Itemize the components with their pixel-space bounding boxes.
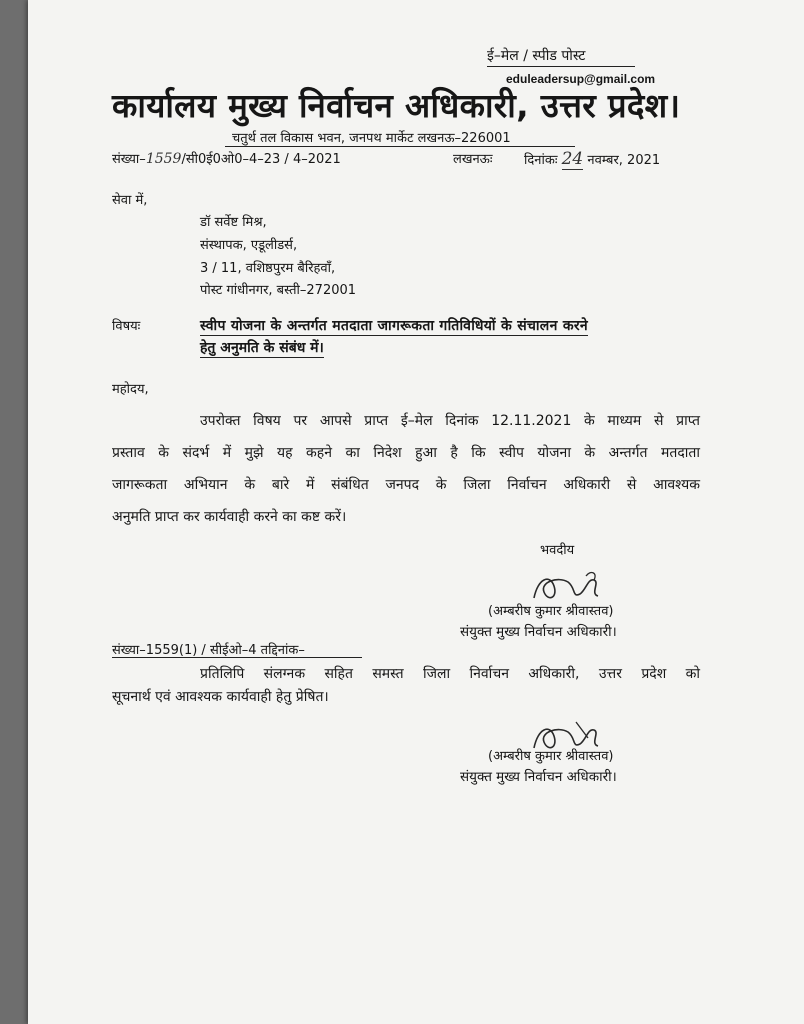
signatory-designation: संयुक्त मुख्य निर्वाचन अधिकारी। [460, 624, 617, 640]
recipient-line: डॉ सर्वेष्ट मिश्र, [200, 215, 267, 230]
handwritten-number: 1559 [145, 151, 182, 167]
email-address: eduleadersup@gmail.com [506, 72, 656, 86]
reference-city: लखनऊः [453, 152, 493, 167]
recipient-line: 3 / 11, वशिष्ठपुरम बैरिहवॉं, [200, 261, 336, 276]
reference-code: /सी0ई0ओ0–4–23 / 4–2021 [181, 152, 341, 167]
reference-date [524, 149, 660, 170]
signatory-name: (अम्बरीष कुमार श्रीवास्तव) [488, 749, 614, 764]
recipient-line: संस्थापक, एडूलीडर्स, [200, 238, 298, 253]
reference-prefix: संख्या– [112, 152, 146, 167]
office-title: कार्यालय मुख्य निर्वाचन अधिकारी, उत्तर प्रदेश। [112, 86, 681, 125]
yours-faithfully: भवदीय [540, 543, 575, 558]
body-line: प्रस्ताव के संदर्भ में मुझे यह कहने का निदेश हुआ है कि स्वीप योजना के अन्तर्गत मतदाता [112, 445, 700, 461]
signatory-name: (अम्बरीष कुमार श्रीवास्तव) [488, 604, 614, 619]
body-line: अनुमति प्राप्त कर कार्यवाही करने का कष्ट करें। [112, 509, 347, 525]
copy-line: प्रतिलिपि संलग्नक सहित समस्त जिला निर्वाचन अधिकारी, उत्तर प्रदेश को [200, 666, 700, 682]
signatory-designation: संयुक्त मुख्य निर्वाचन अधिकारी। [460, 769, 617, 785]
copy-reference: संख्या–1559(1) / सीईओ–4 तद्दिनांक– [112, 643, 305, 658]
recipient-line: पोस्ट गांधीनगर, बस्ती–272001 [200, 283, 357, 298]
reference-number [112, 149, 341, 167]
date-rest: नवम्बर, 2021 [583, 153, 661, 168]
date-prefix: दिनांकः [524, 153, 558, 168]
handwritten-day: 24 [561, 149, 584, 169]
to-label: सेवा में, [112, 193, 148, 208]
subject-line: स्वीप योजना के अन्तर्गत मतदाता जागरूकता गतिविधियों के संचालन करने [200, 318, 588, 334]
mail-mode-underline [487, 66, 635, 67]
salutation: महोदय, [112, 382, 149, 397]
copy-reference-underline [112, 657, 362, 658]
body-line: उपरोक्त विषय पर आपसे प्राप्त ई–मेल दिनांक 12.11.2021 के माध्यम से प्राप्त [200, 413, 700, 429]
mail-mode: ई–मेल / स्पीड पोस्ट [487, 48, 586, 64]
office-address: चतुर्थ तल विकास भवन, जनपथ मार्केट लखनऊ–226001 [232, 131, 511, 146]
subject-label: विषयः [112, 319, 141, 334]
address-underline [225, 146, 575, 147]
copy-line: सूचनार्थ एवं आवश्यक कार्यवाही हेतु प्रेषित। [112, 689, 329, 705]
subject-line: हेतु अनुमति के संबंध में। [200, 340, 324, 356]
body-line: जागरूकता अभियान के बारे में संबंधित जनपद के जिला निर्वाचन अधिकारी से आवश्यक [112, 477, 700, 493]
